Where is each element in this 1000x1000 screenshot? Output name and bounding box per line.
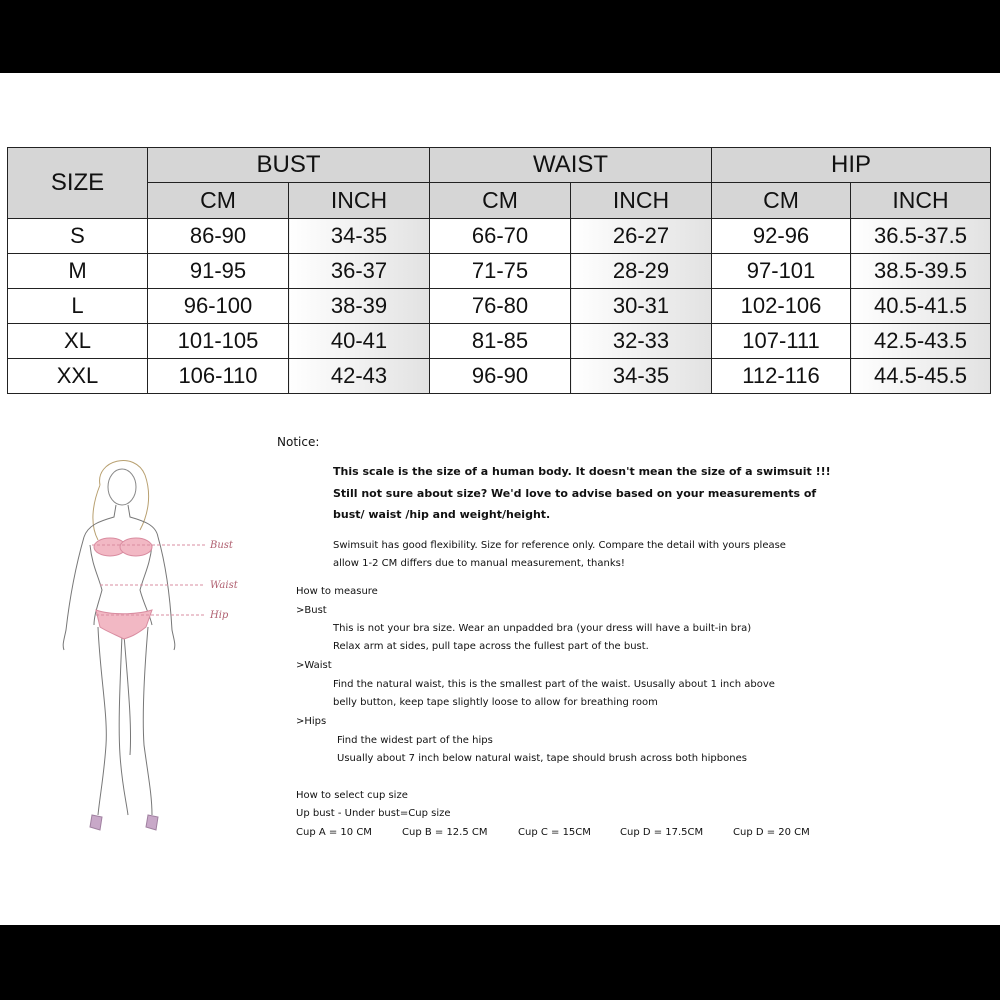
bust-label: Bust bbox=[210, 540, 233, 551]
table-row bbox=[8, 219, 991, 254]
waist-instruction: Find the natural waist, this is the smallest part of the waist. Ususally about 1 inch above bbox=[333, 679, 775, 690]
waist-heading: >Waist bbox=[296, 660, 332, 671]
unit-header: CM bbox=[712, 183, 851, 219]
table-cell: 92-96 bbox=[712, 219, 851, 254]
unit-header: INCH bbox=[851, 183, 991, 219]
waist-label: Waist bbox=[210, 580, 238, 591]
table-cell: 42.5-43.5 bbox=[851, 324, 991, 359]
table-cell: 86-90 bbox=[148, 219, 289, 254]
table-cell: 107-111 bbox=[712, 324, 851, 359]
cup-a: Cup A = 10 CM bbox=[296, 827, 372, 838]
size-cell: L bbox=[8, 289, 148, 324]
bust-instruction: This is not your bra size. Wear an unpadded bra (your dress will have a built-in bra) bbox=[333, 623, 752, 634]
flexibility-line: Swimsuit has good flexibility. Size for reference only. Compare the detail with yours please bbox=[333, 540, 786, 551]
notice-bold-line: bust/ waist /hip and weight/height. bbox=[333, 508, 551, 521]
bust-header: BUST bbox=[148, 148, 430, 183]
waist-header: WAIST bbox=[430, 148, 712, 183]
table-cell: 38.5-39.5 bbox=[851, 254, 991, 289]
table-cell: 30-31 bbox=[571, 289, 712, 324]
bust-heading: >Bust bbox=[296, 605, 327, 616]
cup-b: Cup B = 12.5 CM bbox=[402, 827, 488, 838]
table-cell: 106-110 bbox=[148, 359, 289, 394]
hips-heading: >Hips bbox=[296, 716, 327, 727]
bust-instruction: Relax arm at sides, pull tape across the fullest part of the bust. bbox=[333, 641, 649, 652]
table-cell: 34-35 bbox=[571, 359, 712, 394]
table-row bbox=[8, 254, 991, 289]
size-cell: XXL bbox=[8, 359, 148, 394]
unit-header: INCH bbox=[571, 183, 712, 219]
table-cell: 96-100 bbox=[148, 289, 289, 324]
hips-instruction: Usually about 7 inch below natural waist, tape should brush across both hipbones bbox=[337, 753, 747, 764]
table-cell: 44.5-45.5 bbox=[851, 359, 991, 394]
bottom-black-bar bbox=[0, 925, 1000, 1000]
body-measurement-illustration bbox=[40, 445, 260, 845]
table-cell: 66-70 bbox=[430, 219, 571, 254]
table-row bbox=[8, 289, 991, 324]
cup-d-20: Cup D = 20 CM bbox=[733, 827, 810, 838]
size-chart-table bbox=[7, 147, 991, 394]
table-cell: 102-106 bbox=[712, 289, 851, 324]
table-row bbox=[8, 359, 991, 394]
table-cell: 40.5-41.5 bbox=[851, 289, 991, 324]
table-cell: 36.5-37.5 bbox=[851, 219, 991, 254]
table-cell: 26-27 bbox=[571, 219, 712, 254]
table-cell: 97-101 bbox=[712, 254, 851, 289]
table-cell: 71-75 bbox=[430, 254, 571, 289]
size-cell: XL bbox=[8, 324, 148, 359]
hip-label: Hip bbox=[210, 610, 229, 621]
table-cell: 42-43 bbox=[289, 359, 430, 394]
unit-header: INCH bbox=[289, 183, 430, 219]
size-cell: S bbox=[8, 219, 148, 254]
table-row bbox=[8, 324, 991, 359]
table-cell: 40-41 bbox=[289, 324, 430, 359]
waist-instruction: belly button, keep tape slightly loose to allow for breathing room bbox=[333, 697, 658, 708]
cup-size-formula: Up bust - Under bust=Cup size bbox=[296, 808, 451, 819]
table-cell: 32-33 bbox=[571, 324, 712, 359]
notice-bold-line: This scale is the size of a human body. It doesn't mean the size of a swimsuit !!! bbox=[333, 465, 831, 478]
hip-header: HIP bbox=[712, 148, 991, 183]
cup-size-heading: How to select cup size bbox=[296, 790, 408, 801]
unit-header: CM bbox=[430, 183, 571, 219]
size-cell: M bbox=[8, 254, 148, 289]
size-header: SIZE bbox=[8, 148, 148, 219]
table-cell: 96-90 bbox=[430, 359, 571, 394]
flexibility-line: allow 1-2 CM differs due to manual measurement, thanks! bbox=[333, 558, 625, 569]
table-cell: 76-80 bbox=[430, 289, 571, 324]
cup-c: Cup C = 15CM bbox=[518, 827, 591, 838]
cup-d: Cup D = 17.5CM bbox=[620, 827, 704, 838]
table-cell: 28-29 bbox=[571, 254, 712, 289]
table-cell: 101-105 bbox=[148, 324, 289, 359]
hips-instruction: Find the widest part of the hips bbox=[337, 735, 493, 746]
how-to-measure-heading: How to measure bbox=[296, 586, 378, 597]
top-black-bar bbox=[0, 0, 1000, 73]
table-cell: 81-85 bbox=[430, 324, 571, 359]
unit-header: CM bbox=[148, 183, 289, 219]
table-cell: 36-37 bbox=[289, 254, 430, 289]
table-cell: 38-39 bbox=[289, 289, 430, 324]
notice-bold-line: Still not sure about size? We'd love to advise based on your measurements of bbox=[333, 487, 817, 500]
notice-title: Notice: bbox=[277, 435, 320, 449]
table-cell: 34-35 bbox=[289, 219, 430, 254]
table-cell: 91-95 bbox=[148, 254, 289, 289]
table-cell: 112-116 bbox=[712, 359, 851, 394]
